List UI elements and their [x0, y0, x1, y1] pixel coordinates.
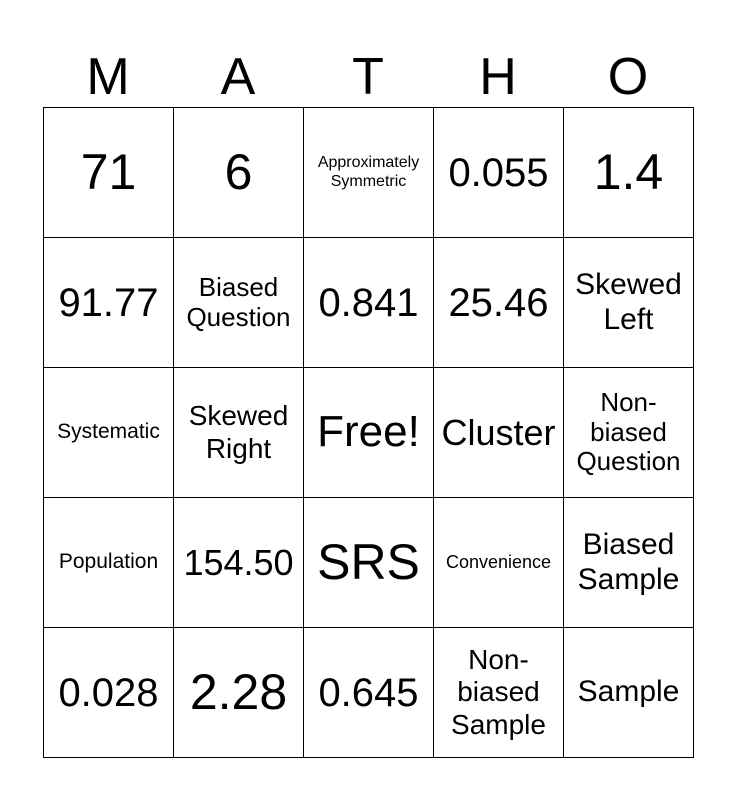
cell-text: Skewed Left	[575, 268, 682, 336]
bingo-cell-r3-c5[interactable]	[564, 368, 694, 498]
bingo-cell-r3-c2[interactable]	[174, 368, 304, 498]
bingo-cell-r1-c4[interactable]	[434, 108, 564, 238]
bingo-grid	[43, 107, 694, 758]
cell-text: Skewed Right	[188, 400, 289, 464]
bingo-cell-r5-c1[interactable]	[44, 628, 174, 758]
bingo-cell-r4-c4[interactable]	[434, 498, 564, 628]
bingo-cell-r5-c4[interactable]	[434, 628, 564, 758]
bingo-cell-r4-c3[interactable]	[304, 498, 434, 628]
cell-text: Non- biased Question	[576, 386, 681, 477]
bingo-cell-r2-c2[interactable]	[174, 238, 304, 368]
bingo-cell-r4-c1[interactable]	[44, 498, 174, 628]
bingo-cell-r3-c3[interactable]	[304, 368, 434, 498]
cell-text: Biased Sample	[577, 528, 680, 596]
bingo-cell-r5-c3[interactable]	[304, 628, 434, 758]
bingo-cell-r3-c4[interactable]	[434, 368, 564, 498]
bingo-cell-r4-c5[interactable]	[564, 498, 694, 628]
cell-text: Approximately Symmetric	[317, 154, 420, 190]
cell-text: Sample	[577, 675, 680, 709]
bingo-cell-r5-c2[interactable]	[174, 628, 304, 758]
bingo-header	[43, 46, 693, 108]
header-letter-o: O	[607, 48, 649, 106]
bingo-cell-r2-c3[interactable]	[304, 238, 434, 368]
cell-text: 71	[80, 143, 137, 200]
cell-text: 0.028	[58, 670, 159, 715]
cell-text: Cluster	[441, 411, 556, 453]
bingo-cell-r5-c5[interactable]	[564, 628, 694, 758]
header-letter-h: H	[479, 48, 517, 106]
bingo-cell-r2-c5[interactable]	[564, 238, 694, 368]
bingo-cell-r2-c4[interactable]	[434, 238, 564, 368]
bingo-cell-r1-c2[interactable]	[174, 108, 304, 238]
cell-text: 2.28	[189, 663, 288, 720]
cell-text: 0.055	[448, 150, 549, 195]
cell-text: 1.4	[593, 143, 664, 200]
cell-text: 91.77	[58, 280, 159, 325]
cell-text: Free!	[317, 407, 420, 457]
cell-text: 0.841	[318, 280, 419, 325]
bingo-cell-r3-c1[interactable]	[44, 368, 174, 498]
cell-text: 6	[224, 143, 253, 200]
cell-text: 154.50	[183, 541, 294, 583]
cell-text: Systematic	[57, 420, 160, 444]
cell-text: 0.645	[318, 670, 419, 715]
bingo-cell-r4-c2[interactable]	[174, 498, 304, 628]
bingo-cell-r1-c3[interactable]	[304, 108, 434, 238]
header-letter-t: T	[352, 48, 384, 106]
cell-text: Convenience	[445, 552, 552, 573]
bingo-cell-r2-c1[interactable]	[44, 238, 174, 368]
cell-text: Population	[58, 550, 159, 574]
cell-text: SRS	[317, 533, 420, 590]
bingo-cell-r1-c5[interactable]	[564, 108, 694, 238]
cell-text: Biased Question	[186, 271, 291, 332]
bingo-cell-r1-c1[interactable]	[44, 108, 174, 238]
header-letter-m: M	[86, 48, 130, 106]
cell-text: Non- biased Sample	[451, 644, 546, 740]
cell-text: 25.46	[448, 280, 549, 325]
header-letter-a: A	[220, 48, 256, 106]
